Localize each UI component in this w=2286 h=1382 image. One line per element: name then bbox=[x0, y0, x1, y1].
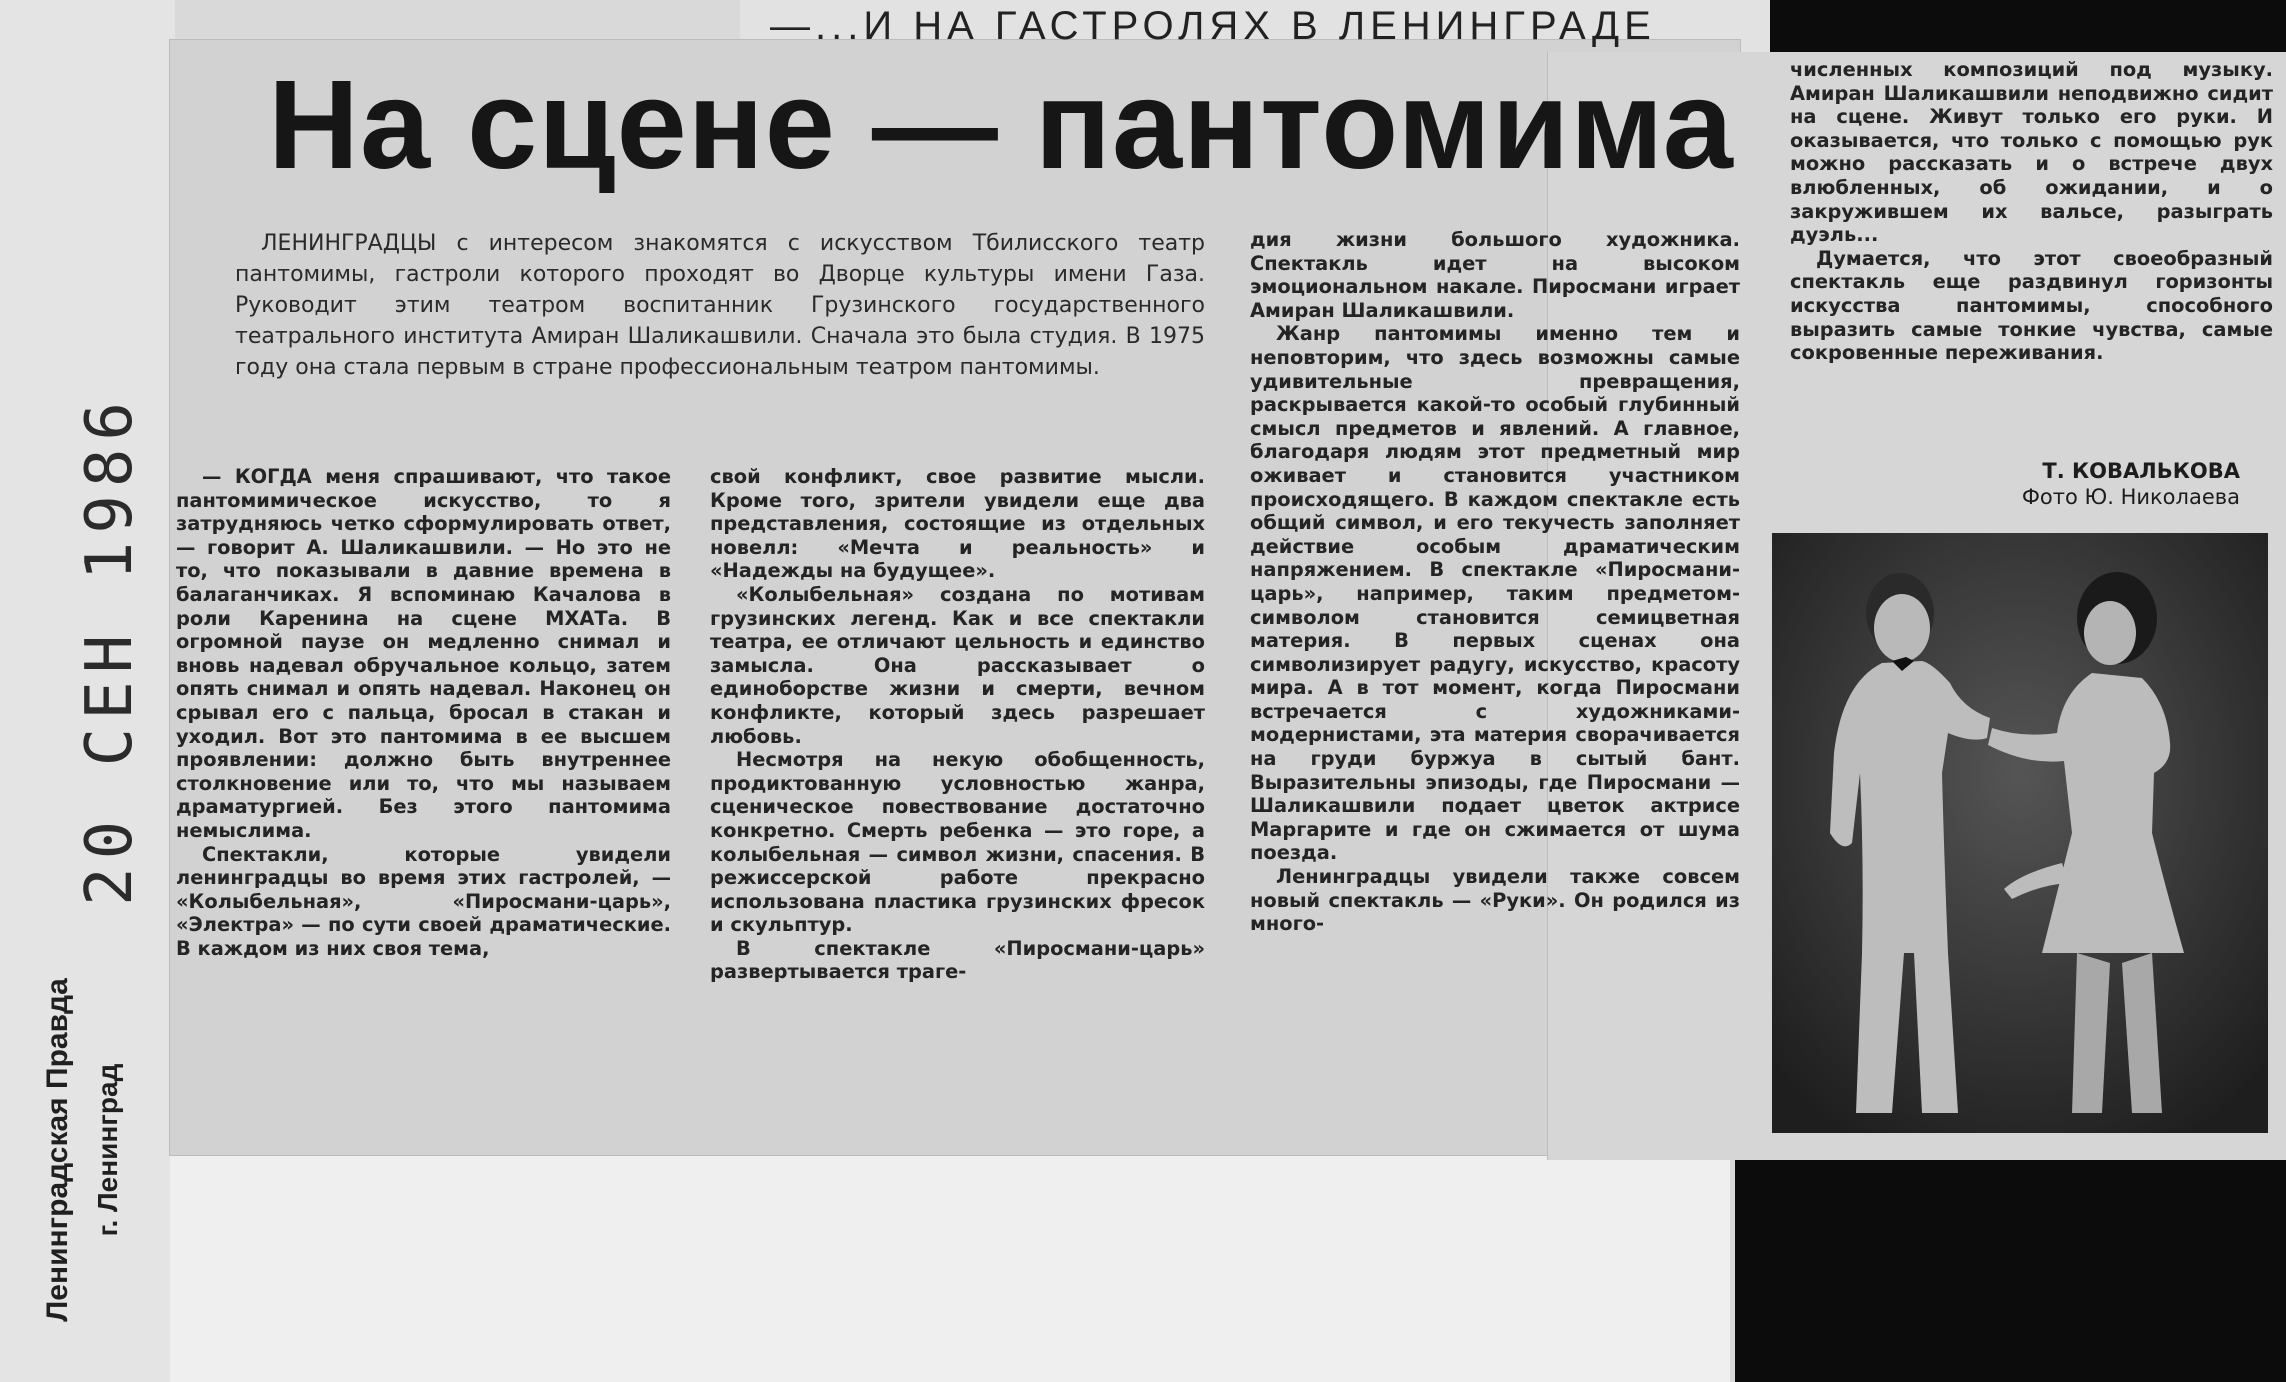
newspaper-source bbox=[20, 910, 130, 1380]
byline-photo-credit: Фото Ю. Николаева bbox=[2021, 485, 2240, 509]
article-column-4 bbox=[1790, 58, 2273, 448]
article-column-1 bbox=[176, 465, 671, 1130]
paragraph: свой конфликт, свое развитие мысли. Кроме того, зрители увидели еще два представления, состоящие из отдельных новелл: «Мечта и реальность» и «Надежды на будущее». bbox=[710, 465, 1205, 583]
article-column-3 bbox=[1250, 228, 1740, 1143]
byline bbox=[1795, 458, 2240, 514]
paragraph: Думается, что этот своеобразный спектакль еще раздвинул горизонты искусства пантомимы, способного выразить самые тонкие чувства, самые сокровенные переживания. bbox=[1790, 246, 2273, 365]
background-paper-bottom bbox=[170, 1150, 1730, 1382]
paragraph: — КОГДА меня спрашивают, что такое пантомимическое искусство, то я затрудняюсь четко сформулировать ответ, — говорит А. Шаликашвили. — Но это не то, что показывали в давние времена в балаганчиках. Я вспоминаю Качалова в роли Каренина на сцене МХАТа. В огромной паузе он медленно снимал и вновь надевал обручальное кольцо, затем опять снимал и опять надевал. Наконец он срывал его с пальца, бросал в стакан и уходил. Вот это пантомима в ее высшем проявлении: должно быть внутреннее столкновение или то, что мы называем драматургией. Без этого пантомима немыслима. bbox=[176, 465, 671, 842]
article-column-2 bbox=[710, 465, 1205, 1130]
paragraph: численных композиций под музыку. Амиран Шаликашвили неподвижно сидит на сцене. Живут только его руки. И оказывается, что только с помощью рук можно рассказать и о встрече двух влюбленных, об ожидании, и о закружившем их вальсе, разыграть дуэль... bbox=[1790, 58, 2273, 247]
byline-author: Т. КОВАЛЬКОВА bbox=[2042, 459, 2240, 483]
paragraph: «Колыбельная» создана по мотивам грузинских легенд. Как и все спектакли театра, ее отличают цельность и единство замысла. Она рассказывает о единоборстве жизни и смерти, вечном конфликте, который здесь разрешает любовь. bbox=[710, 582, 1205, 748]
newspaper-city: г. Ленинград bbox=[92, 1063, 123, 1237]
paragraph: Спектакли, которые увидели ленинградцы во время этих гастролей, — «Колыбельная», «Пиросмани-царь», «Электра» — по сути своей драматические. В каждом из них своя тема, bbox=[176, 842, 671, 960]
date-stamp bbox=[40, 394, 180, 906]
paragraph: Ленинградцы увидели также совсем новый спектакль — «Руки». Он родился из много- bbox=[1250, 865, 1740, 936]
paragraph: дия жизни большого художника. Спектакль идет на высоком эмоциональном накале. Пиросмани играет Амиран Шаликашвили. bbox=[1250, 228, 1740, 322]
paragraph: В спектакле «Пиросмани-царь» развертывается траге- bbox=[710, 936, 1205, 984]
newspaper-title: Ленинградская Правда bbox=[41, 978, 74, 1322]
paragraph: Несмотря на некую обобщенность, продиктованную условностью жанра, сценическое повествование достаточно конкретно. Смерть ребенка — это горе, а колыбельная — символ жизни, спасения. В режиссерской работе прекрасно использована пластика грузинских фресок и скульптур. bbox=[710, 748, 1205, 937]
mime-performers-image bbox=[1772, 533, 2268, 1133]
section-rubric: —...И НА ГАСТРОЛЯХ В ЛЕНИНГРАДЕ bbox=[770, 4, 1656, 48]
article-photo bbox=[1772, 533, 2268, 1133]
date-stamp-text: 20 СЕН 1986 bbox=[73, 394, 147, 906]
article-lead: ЛЕНИНГРАДЦЫ с интересом знакомятся с искусством Тбилисского театр пантомимы, гастроли которого проходят во Дворце культуры имени Газа. Руководит этим театром воспитанник Грузинского государственного театрального института Амиран Шаликашвили. Сначала это была студия. В 1975 году она стала первым в стране профессиональным театром пантомимы. bbox=[235, 231, 1205, 380]
article-headline: На сцене — пантомима bbox=[268, 54, 1734, 195]
background-dark-bottom bbox=[1735, 1160, 2286, 1382]
paragraph: Жанр пантомимы именно тем и неповторим, что здесь возможны самые удивительные превращения, раскрывается какой-то особый глубинный смысл предметов и явлений. А главное, благодаря людям этот предметный мир оживает и становится участником происходящего. В каждом спектакле есть общий символ, и его текучесть заполняет действие особым драматическим напряжением. В спектакле «Пиросмани-царь», например, таким предметом-символом становится семицветная материя. В первых сценах она символизирует радугу, искусство, красоту мира. А в тот момент, когда Пиросмани встречается с художниками-модернистами, эта материя сворачивается на груди буржуа в сытый бант. Выразительны эпизоды, где Пиросмани — Шаликашвили подает цветок актрисе Маргарите и где он сжимается от шума поезда. bbox=[1250, 322, 1740, 865]
